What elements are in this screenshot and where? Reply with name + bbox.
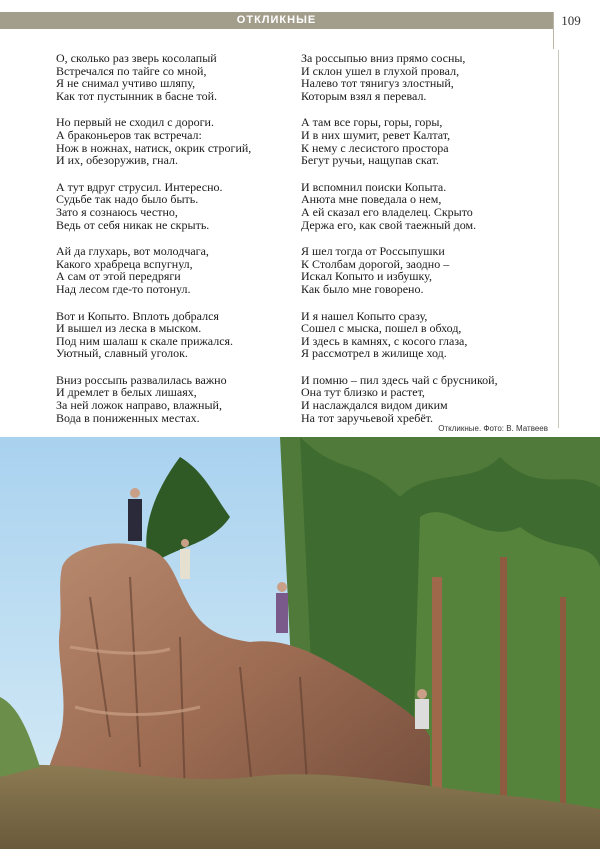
poem-right-column <box>301 52 546 438</box>
poem-line: Я не снимал учтиво шляпу, <box>56 76 196 91</box>
poem-line: За россыпью вниз прямо сосны, <box>301 51 466 65</box>
section-title: ОТКЛИКНЫЕ <box>236 14 317 26</box>
poem-line: И здесь в камнях, с косого глаза, <box>301 333 468 348</box>
poem-line: Ай да глухарь, вот молодчага, <box>56 244 209 259</box>
stanza <box>301 245 546 295</box>
page-number: 109 <box>561 13 581 28</box>
poem-line: И я нашел Копыто сразу, <box>301 308 428 323</box>
poem-line: А сам от этой передряги <box>56 269 181 284</box>
poem-line: И вспомнил поиски Копыта. <box>301 179 447 194</box>
poem-line: Анюта мне поведала о нем, <box>301 192 442 207</box>
stanza <box>56 116 286 166</box>
poem-line: Вниз россыпь развалилась важно <box>56 372 227 387</box>
poem-line: Держа его, как свой таежный дом. <box>301 217 477 232</box>
poem-line: И помню – пил здесь чай с брусникой, <box>301 372 498 387</box>
poem-line: Нож в ножнах, натиск, окрик строгий, <box>56 140 252 155</box>
poem-line: Вода в пониженных местах. <box>56 410 200 425</box>
poem-line: И в них шумит, ревет Калтат, <box>301 127 451 142</box>
poem-line: Как тот пустынник в басне той. <box>56 88 218 103</box>
stanza <box>301 116 546 166</box>
poem-line: За ней ложок направо, влажный, <box>56 398 222 413</box>
poem-line: К Столбам дорогой, заодно – <box>301 256 450 271</box>
stanza <box>301 310 546 360</box>
poem-line: Встречался по тайге со мной, <box>56 63 207 78</box>
stanza <box>56 245 286 295</box>
poem-line: Какого храбреца вспугнул, <box>56 256 193 271</box>
poem-line: И наслаждался видом диким <box>301 398 448 413</box>
poem-line: Налево тот тянигуз злостный, <box>301 76 454 91</box>
poem-line: Вот и Копыто. Вплоть добрался <box>56 308 219 323</box>
poem-line: Бегут ручьи, нащупав скат. <box>301 153 439 168</box>
poem-line: И вышел из леска в мыском. <box>56 321 202 336</box>
photo-caption: Откликные. Фото: В. Матвеев <box>438 424 548 433</box>
poem-line: Под ним шалаш к скале прижался. <box>56 333 234 348</box>
poem-line: Я рассмотрел в жилище ход. <box>301 346 447 361</box>
poem-line: А тут вдруг струсил. Интересно. <box>56 179 223 194</box>
stanza <box>56 310 286 360</box>
poem-line: Искал Копыто и избушку, <box>301 269 432 284</box>
poem-line: И склон ушел в глухой провал, <box>301 63 460 78</box>
stanza <box>56 374 286 424</box>
poem-line: И дремлет в белых лишаях, <box>56 385 197 400</box>
poem-line: Судьбе так надо было быть. <box>56 192 199 207</box>
poem-line: Как было мне говорено. <box>301 281 424 296</box>
poem-line: А браконьеров так встречал: <box>56 127 202 142</box>
poem-line: Над лесом где-то потонул. <box>56 281 191 296</box>
poem-line: К нему с лесистого простора <box>301 140 449 155</box>
poem-line: Я шел тогда от Россыпушки <box>301 244 445 259</box>
poem-line: И их, обезоружив, гнал. <box>56 153 179 168</box>
poem-line: О, сколько раз зверь косолапый <box>56 51 217 65</box>
stanza <box>56 52 286 102</box>
poem-line: А там все горы, горы, горы, <box>301 115 443 130</box>
poem-line: А ей сказал его владелец. Скрыто <box>301 204 473 219</box>
margin-rule <box>558 50 559 428</box>
poem-line: Сошел с мыска, пошел в обход, <box>301 321 462 336</box>
page-number-divider <box>553 12 554 49</box>
poem-left-column <box>56 52 286 438</box>
stanza <box>301 374 546 424</box>
poem-line: Зато я сознаюсь честно, <box>56 204 178 219</box>
poem-line: Ведь от себя никак не скрыть. <box>56 217 210 232</box>
poem-line: Которым взял я перевал. <box>301 88 427 103</box>
poem-line: Уютный, славный уголок. <box>56 346 188 361</box>
stanza <box>301 52 546 102</box>
poem-line: Но первый не сходил с дороги. <box>56 115 214 130</box>
poem-line: Она тут близко и растет, <box>301 385 425 400</box>
stanza <box>56 181 286 231</box>
photo-rock-outcrop <box>0 437 600 849</box>
poem-line: На тот заручьевой хребёт. <box>301 410 434 425</box>
stanza <box>301 181 546 231</box>
